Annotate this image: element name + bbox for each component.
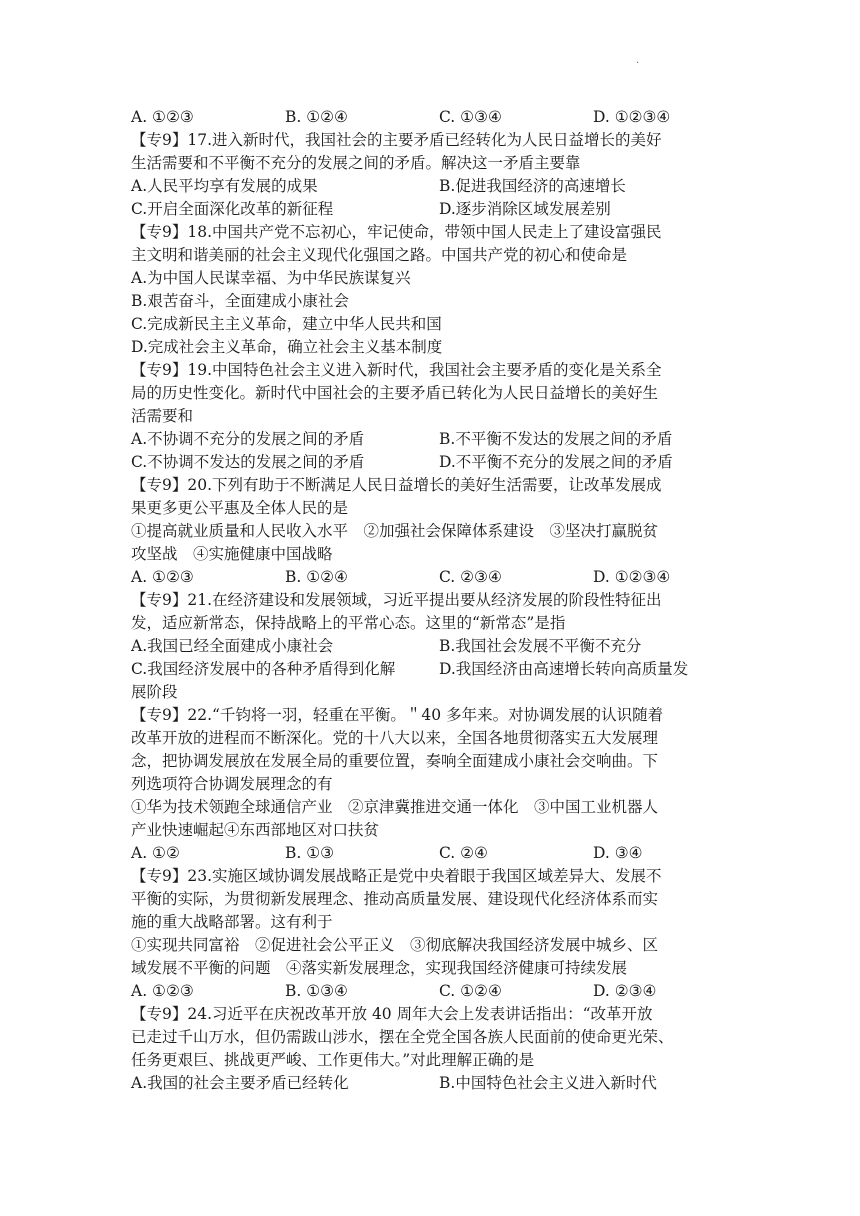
q22-options [131, 842, 731, 865]
q20-stem-line: 果更多更公平惠及全体人民的是 [131, 499, 349, 517]
q22-stem-line: 产业快速崛起④东西部地区对口扶贫 [131, 821, 380, 839]
option-b: B. ①②④ [285, 568, 348, 586]
q20-stem-line: 【专9】20.下列有助于不断满足人民日益增长的美好生活需要，让改革发展成 [131, 476, 662, 494]
option-d: D. ①②③④ [593, 108, 671, 126]
q19-stem-line: 局的历史性变化。新时代中国社会的主要矛盾已转化为人民日益增长的美好生 [131, 384, 659, 402]
q17-stem-line: 生活需要和不平衡不充分的发展之间的矛盾。解决这一矛盾主要靠 [131, 154, 581, 172]
q24-stem-line: 已走过千山万水，但仍需跋山涉水，摆在全党全国各族人民面前的使命更光荣、 [131, 1028, 674, 1046]
option-c: C.开启全面深化改革的新征程 [131, 200, 334, 218]
question-list [131, 106, 731, 1095]
q21-stem-line: 【专9】21.在经济建设和发展领域，习近平提出要从经济发展的阶段性特征出 [131, 591, 662, 609]
option-d: D.我国经济由高速增长转向高质量发 [439, 660, 689, 678]
q23-options [131, 980, 731, 1003]
q24-stem-line: 任务更艰巨、挑战更严峻、工作更伟大。”对此理解正确的是 [131, 1051, 535, 1069]
q22-stem-line: 改革开放的进程而不断深化。党的十八大以来，全国各地贯彻落实五大发展理 [131, 729, 659, 747]
q23-stem-line: 【专9】23.实施区域协调发展战略正是党中央着眼于我国区域差异大、发展不 [131, 867, 662, 885]
q24-options-row [131, 1072, 731, 1095]
option-d: D.完成社会主义革命，确立社会主义基本制度 [131, 338, 443, 356]
q21-options-row [131, 658, 731, 681]
option-b: B.不平衡不发达的发展之间的矛盾 [439, 430, 673, 448]
q17-stem-line: 【专9】17.进入新时代，我国社会的主要矛盾已经转化为人民日益增长的美好 [131, 131, 662, 149]
option-a: A. ①②③ [131, 568, 194, 586]
q17-options-row [131, 198, 731, 221]
option-c: C.我国经济发展中的各种矛盾得到化解 [131, 660, 396, 678]
option-c: C. ①②④ [439, 982, 502, 1000]
option-b: B. ①②④ [285, 108, 348, 126]
q18-stem-line: 主文明和谐美丽的社会主义现代化强国之路。中国共产党的初心和使命是 [131, 246, 628, 264]
q21-stem-line: 发，适应新常态，保持战略上的平常心态。这里的“新常态”是指 [131, 614, 566, 632]
option-a: A.不协调不充分的发展之间的矛盾 [131, 430, 365, 448]
option-d: D.逐步消除区域发展差别 [439, 200, 611, 218]
option-a: A. ①②③ [131, 108, 194, 126]
option-a: A.人民平均享有发展的成果 [131, 177, 318, 195]
q22-stem-line: 念，把协调发展放在发展全局的重要位置，奏响全面建成小康社会交响曲。下 [131, 752, 659, 770]
q23-stem-line: 域发展不平衡的问题 ④落实新发展理念，实现我国经济健康可持续发展 [131, 959, 628, 977]
q20-options [131, 566, 731, 589]
option-a: A.我国的社会主要矛盾已经转化 [131, 1074, 349, 1092]
option-d: D. ③④ [593, 844, 643, 862]
option-c: C. ②③④ [439, 568, 502, 586]
option-d: D. ①②③④ [593, 568, 671, 586]
option-d: D. ②③④ [593, 982, 657, 1000]
option-b: B. ①③ [285, 844, 335, 862]
q24-stem-line: 【专9】24.习近平在庆祝改革开放 40 周年大会上发表讲话指出：“改革开放 [131, 1005, 653, 1023]
q19-options-row [131, 428, 731, 451]
q23-stem-line: 平衡的实际，为贯彻新发展理念、推动高质量发展、建设现代化经济体系而实 [131, 890, 659, 908]
q20-stem-line: ①提高就业质量和人民收入水平 ②加强社会保障体系建设 ③坚决打赢脱贫 [131, 522, 659, 540]
q22-stem-line: 【专9】22.“千钧将一羽，轻重在平衡。＂40 多年来。对协调发展的认识随着 [131, 706, 664, 724]
option-c: C. ①③④ [439, 108, 502, 126]
q23-stem-line: 施的重大战略部署。这有利于 [131, 913, 333, 931]
q22-stem-line: 列选项符合协调发展理念的有 [131, 775, 333, 793]
q19-stem-line: 【专9】19.中国特色社会主义进入新时代，我国社会主要矛盾的变化是关系全 [131, 361, 662, 379]
option-a: A.为中国人民谋幸福、为中华民族谋复兴 [131, 269, 411, 287]
q23-stem-line: ①实现共同富裕 ②促进社会公平正义 ③彻底解决我国经济发展中城乡、区 [131, 936, 659, 954]
q21-options-row [131, 635, 731, 658]
option-c: C. ②④ [439, 844, 488, 862]
option-d-continuation: 展阶段 [131, 683, 178, 701]
q18-stem-line: 【专9】18.中国共产党不忘初心，牢记使命，带领中国人民走上了建设富强民 [131, 223, 662, 241]
option-a: A.我国已经全面建成小康社会 [131, 637, 334, 655]
option-a: A. ①② [131, 844, 180, 862]
option-b: B. ①③④ [285, 982, 348, 1000]
q19-stem-line: 活需要和 [131, 407, 194, 425]
option-b: B.促进我国经济的高速增长 [439, 177, 626, 195]
q22-stem-line: ①华为技术领跑全球通信产业 ②京津冀推进交通一体化 ③中国工业机器人 [131, 798, 659, 816]
option-c: C.完成新民主主义革命，建立中华人民共和国 [131, 315, 442, 333]
option-c: C.不协调不发达的发展之间的矛盾 [131, 453, 365, 471]
header-mark: · [636, 58, 640, 69]
q20-stem-line: 攻坚战 ④实施健康中国战略 [131, 545, 333, 563]
q17-options-row [131, 175, 731, 198]
option-d: D.不平衡不充分的发展之间的矛盾 [439, 453, 673, 471]
q19-options-row [131, 451, 731, 474]
q16-options [131, 106, 731, 129]
option-b: B.我国社会发展不平衡不充分 [439, 637, 642, 655]
option-a: A. ①②③ [131, 982, 194, 1000]
option-b: B.艰苦奋斗，全面建成小康社会 [131, 292, 349, 310]
option-b: B.中国特色社会主义进入新时代 [439, 1074, 657, 1092]
